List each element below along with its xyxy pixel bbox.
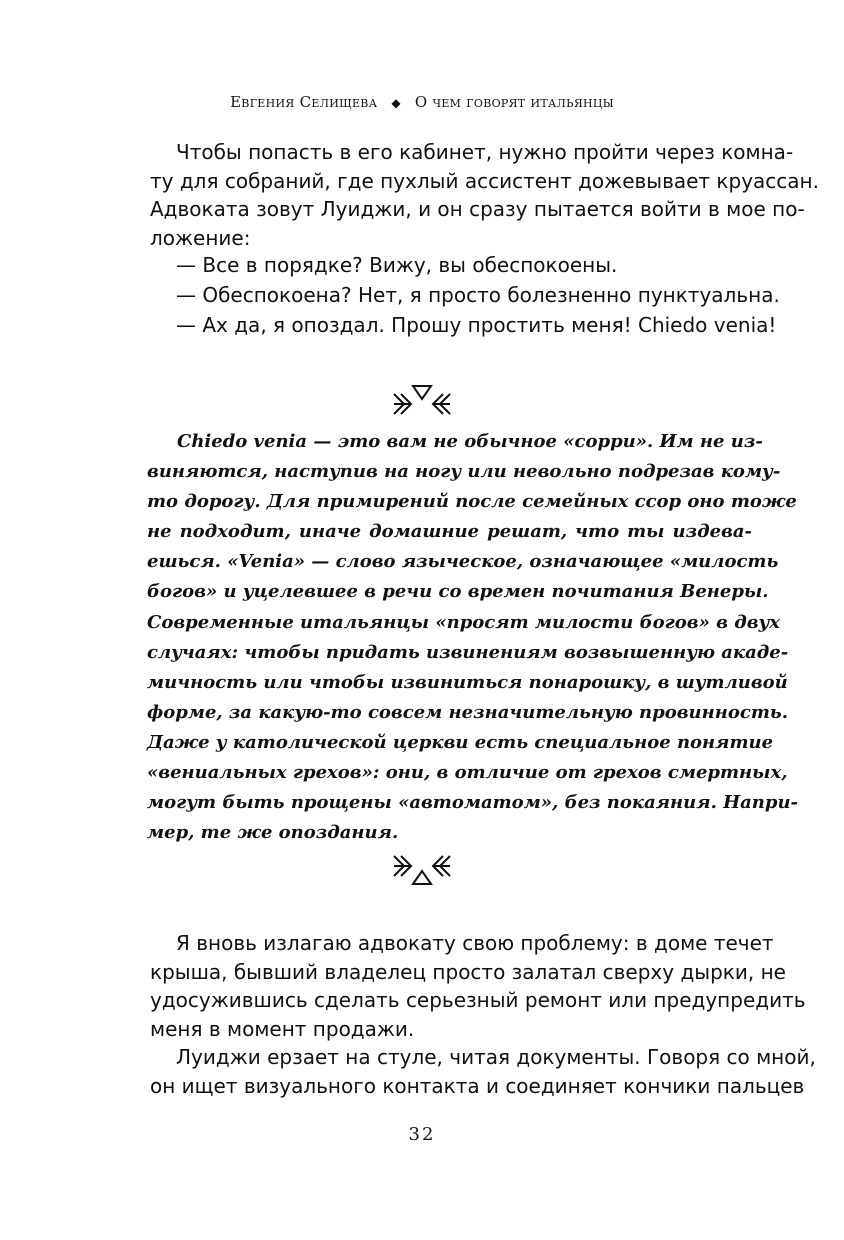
text-line: ешься. «Venia» — слово языческое, означающее «милость (147, 551, 779, 573)
text-line: не подходит, иначе домашние решат, что ты издева- (147, 521, 752, 543)
ornament-divider-bottom (0, 852, 844, 892)
text-line: Даже у католической церкви есть специальное понятие (147, 731, 774, 753)
text-line: он ищет визуального контакта и соединяет кончики пальцев (150, 1073, 805, 1098)
arrow-ornament-icon (390, 382, 454, 418)
text-line: мер, те же опоздания. (147, 822, 399, 844)
text-line: могут быть прощены «автоматом», без покаяния. Напри- (147, 792, 799, 814)
intro-paragraph (150, 138, 819, 252)
text-line: крыша, бывший владелец просто залатал сверху дырки, не (150, 959, 786, 984)
text-line: удосужившись сделать серьезный ремонт или предупредить (150, 988, 806, 1013)
arrow-ornament-icon (390, 852, 454, 888)
text-line: виняются, наступив на ногу или невольно подрезав кому- (147, 461, 781, 483)
dialog-line: — Ах да, я опоздал. Прошу простить меня! Chiedo venia! (176, 313, 777, 337)
text-line: Chiedo venia — это вам не обычное «сорри». Им не из- (177, 431, 763, 452)
header-author: Евгения Селищева (230, 93, 378, 111)
text-line: то дорогу. Для примирений после семейных ссор оно тоже (147, 491, 797, 513)
text-line: случаях: чтобы придать извинениям возвышенную акаде- (147, 641, 789, 663)
header-book-title: О чем говорят итальянцы (414, 93, 614, 111)
dialog-line: — Все в порядке? Вижу, вы обеспокоены. (176, 253, 618, 277)
text-line: Я вновь излагаю адвокату свою проблему: в доме течет (176, 931, 774, 955)
running-head (0, 93, 844, 111)
ornament-divider-top (0, 382, 844, 422)
text-line: мичность или чтобы извиниться понарошку, в шутливой (147, 671, 788, 693)
text-line: богов» и уцелевшее в речи со времен почитания Венеры. (147, 581, 769, 603)
header-separator: ◆ (391, 96, 401, 110)
dialog-block (176, 250, 780, 340)
text-line: ложение: (150, 225, 251, 250)
text-line: Современные итальянцы «просят милости богов» в двух (147, 611, 781, 633)
paragraph (150, 1043, 816, 1100)
sidebar-note (147, 427, 799, 848)
text-line: Луиджи ерзает на стуле, читая документы. Говоря со мной, (176, 1045, 816, 1069)
paragraph (150, 929, 806, 1043)
page-number: 32 (408, 1124, 436, 1145)
text-line: Чтобы попасть в его кабинет, нужно пройти через комна- (176, 140, 794, 164)
text-line: ту для собраний, где пухлый ассистент дожевывает круассан. (150, 168, 819, 193)
text-line: меня в момент продажи. (150, 1016, 415, 1041)
text-line: «вениальных грехов»: они, в отличие от грехов смертных, (147, 762, 788, 784)
text-line: форме, за какую-то совсем незначительную провинность. (147, 701, 789, 723)
text-line: Адвоката зовут Луиджи, и он сразу пытается войти в мое по- (150, 197, 805, 222)
dialog-line: — Обеспокоена? Нет, я просто болезненно пунктуальна. (176, 283, 780, 307)
